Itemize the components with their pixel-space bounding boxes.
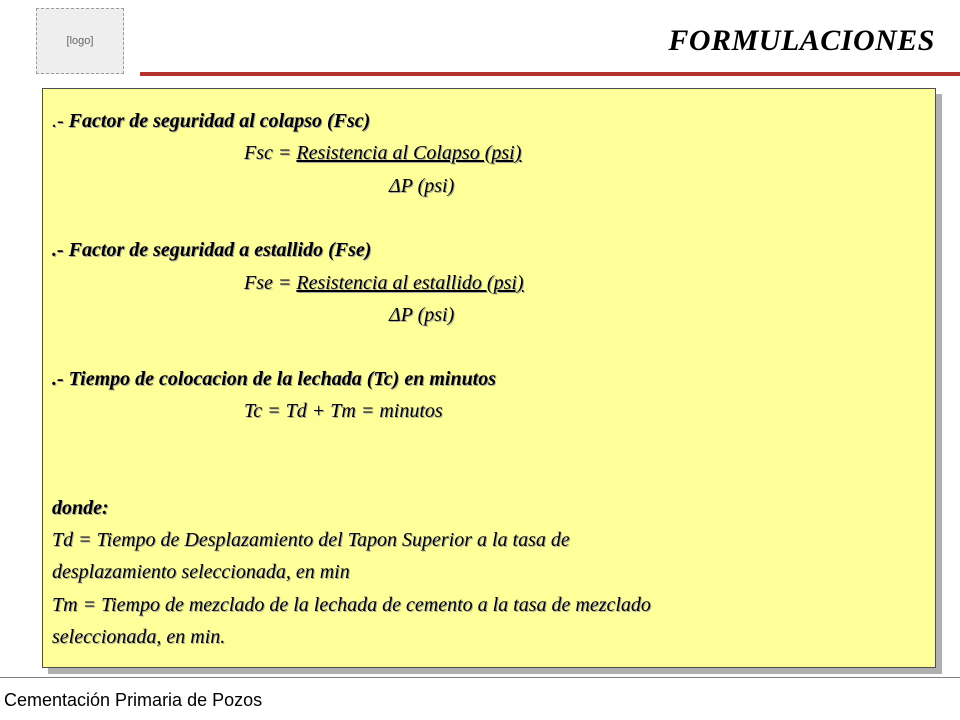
page-title: FORMULACIONES [668,24,935,57]
donde-label: donde: [52,497,109,519]
td-definition-line2: desplazamiento seleccionada, en min [52,561,350,583]
fse-prefix: .- [52,239,69,261]
tc-prefix: .- [52,368,69,390]
td-definition-line1: Td = Tiempo de Desplazamiento del Tapon Superior a la tasa de [52,529,570,551]
tc-heading [52,368,496,391]
fse-formula-denominator: ΔP (psi) [389,304,455,326]
title-divider [140,72,960,76]
fse-formula [244,272,524,295]
fsc-formula [244,142,521,165]
footer-text: Cementación Primaria de Pozos [4,690,263,710]
fsc-heading [52,110,370,133]
fsc-prefix: .- [52,110,69,132]
fse-formula-lhs: Fse = [244,272,297,294]
tc-formula: Tc = Td + Tm = minutos [244,400,443,422]
fse-heading-text: Factor de seguridad a estallido (Fse) [68,239,372,261]
fsc-heading-text: Factor de seguridad al colapso (Fsc) [68,110,371,132]
fse-formula-numerator: Resistencia al estallido (psi) [296,272,524,294]
fsc-formula-lhs: Fsc = [244,142,297,164]
footer-divider [0,677,960,678]
tm-definition-line1: Tm = Tiempo de mezclado de la lechada de cemento a la tasa de mezclado [52,594,651,616]
tc-heading-text: Tiempo de colocacion de la lechada (Tc) en minutos [68,368,497,390]
fsc-formula-denominator: ΔP (psi) [389,175,455,197]
fse-heading [52,239,371,262]
company-logo-placeholder: [logo] [36,8,124,74]
tm-definition-line2: seleccionada, en min. [52,626,226,648]
fsc-formula-numerator: Resistencia al Colapso (psi) [296,142,522,164]
